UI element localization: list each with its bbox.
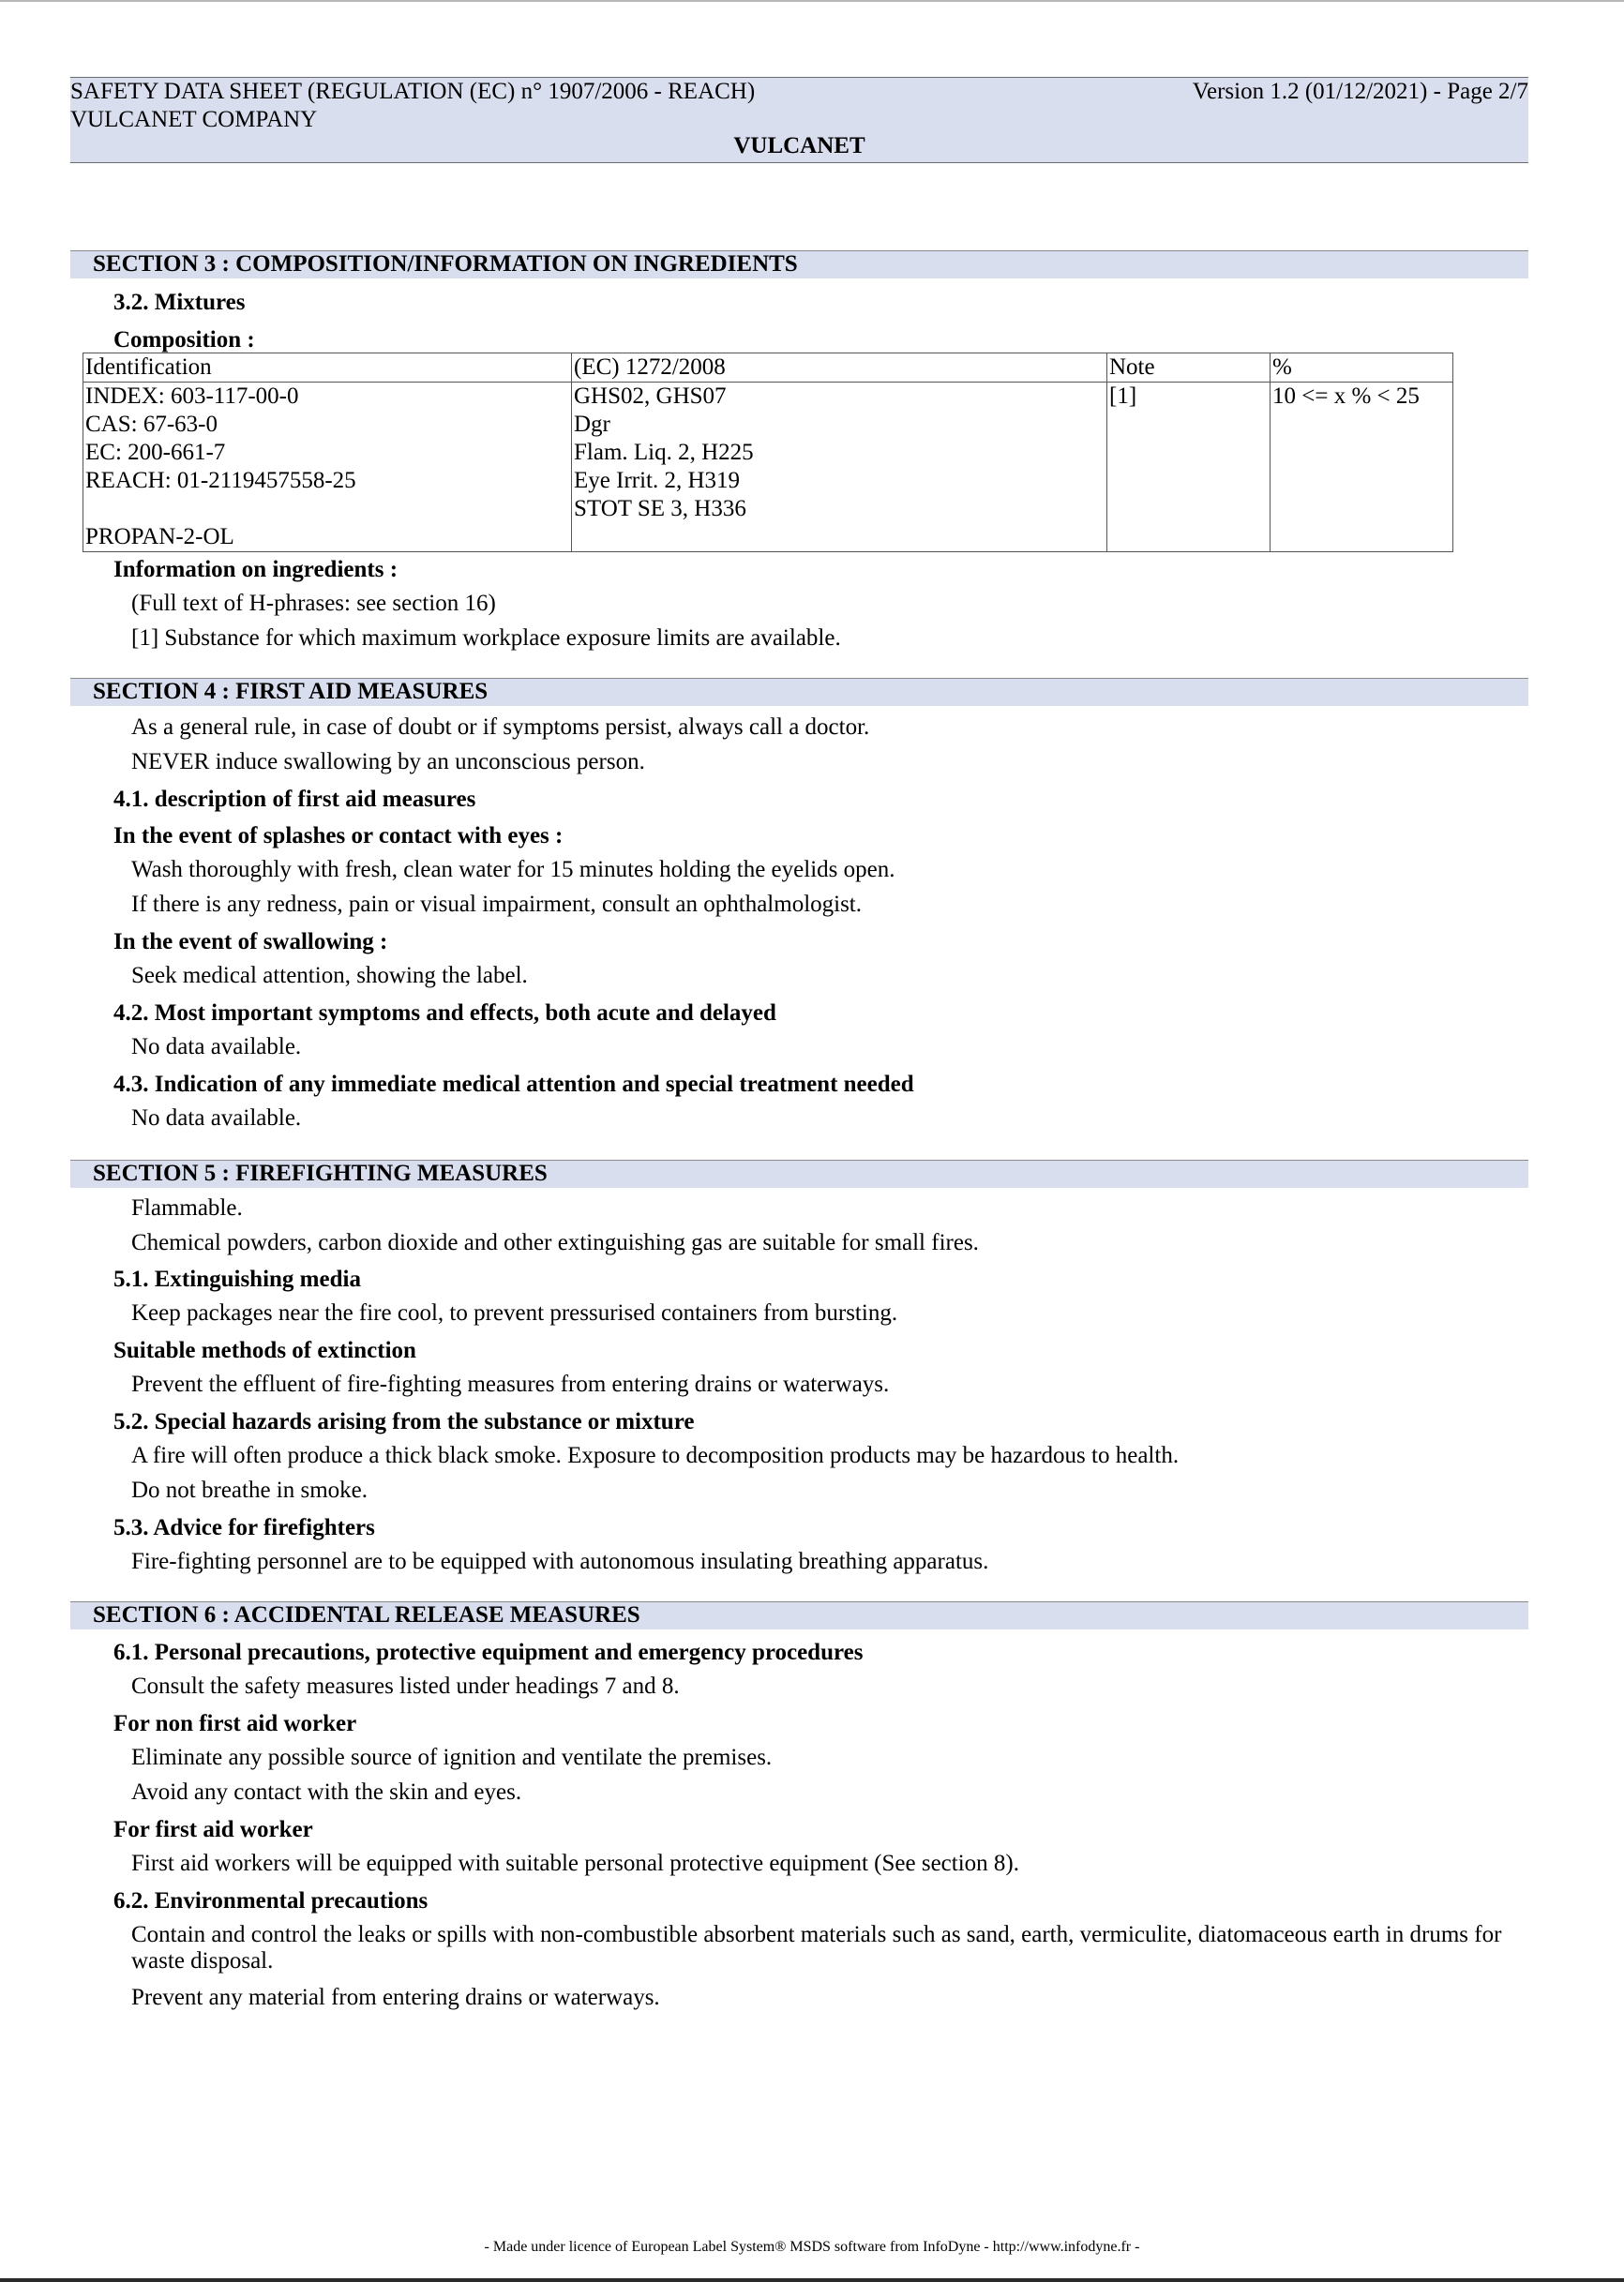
fire-text-1: Flammable. [131, 1195, 243, 1221]
heading-4-2-text: No data available. [131, 1034, 302, 1059]
section-3-heading: SECTION 3 : COMPOSITION/INFORMATION ON INGREDIENTS [70, 250, 1528, 278]
heading-5-2-text-1: A fire will often produce a thick black smoke. Exposure to decomposition products may be hazardous to health. [131, 1443, 1180, 1468]
heading-5-1: 5.1. Extinguishing media [113, 1267, 361, 1292]
heading-4-3-text: No data available. [131, 1105, 302, 1131]
header-identification: Identification [83, 353, 572, 383]
heading-6-2-text-2: Prevent any material from entering drains or waterways. [131, 1985, 660, 2010]
fire-text-2: Chemical powders, carbon dioxide and other extinguishing gas are suitable for small fires. [131, 1230, 979, 1255]
product-name: VULCANET [733, 133, 865, 158]
bottom-rule [0, 2278, 1624, 2282]
header-note: Note [1107, 353, 1271, 383]
section-5-heading: SECTION 5 : FIREFIGHTING MEASURES [70, 1160, 1528, 1188]
heading-6-2-text-1: Contain and control the leaks or spills with non-combustible absorbent materials such as sand, earth, vermiculite, diatomaceous earth in drums for waste disposal. [131, 1922, 1502, 1974]
footer-licence: - Made under licence of European Label System® MSDS software from InfoDyne - http://www.infodyne.fr - [484, 2239, 1140, 2255]
company-name: VULCANET COMPANY [70, 107, 318, 132]
heading-6-2: 6.2. Environmental precautions [113, 1888, 429, 1914]
first-aid-worker-heading: For first aid worker [113, 1817, 313, 1842]
composition-heading: Composition : [113, 327, 255, 353]
section-6-heading: SECTION 6 : ACCIDENTAL RELEASE MEASURES [70, 1601, 1528, 1629]
heading-5-2: 5.2. Special hazards arising from the substance or mixture [113, 1409, 695, 1434]
heading-5-2-text-2: Do not breathe in smoke. [131, 1478, 368, 1503]
eyes-text-2: If there is any redness, pain or visual impairment, consult an ophthalmologist. [131, 892, 863, 917]
heading-4-2: 4.2. Most important symptoms and effects, both acute and delayed [113, 1000, 776, 1026]
heading-4-1: 4.1. description of first aid measures [113, 787, 476, 812]
mixtures-heading: 3.2. Mixtures [113, 290, 246, 315]
suitable-methods-text: Prevent the effluent of fire-fighting measures from entering drains or waterways. [131, 1372, 890, 1397]
heading-5-3: 5.3. Advice for firefighters [113, 1515, 375, 1540]
non-first-aid-text-1: Eliminate any possible source of ignition and ventilate the premises. [131, 1745, 773, 1770]
table-row [83, 383, 1453, 552]
heading-6-1-text: Consult the safety measures listed under headings 7 and 8. [131, 1674, 680, 1699]
top-rule [0, 0, 1624, 2]
cell-identification: INDEX: 603-117-00-0 CAS: 67-63-0 EC: 200-661-7 REACH: 01-2119457558-25 PROPAN-2-OL [83, 383, 572, 552]
ingredients-info-2: [1] Substance for which maximum workplace exposure limits are available. [131, 625, 841, 651]
non-first-aid-text-2: Avoid any contact with the skin and eyes. [131, 1779, 522, 1805]
first-aid-worker-text: First aid workers will be equipped with suitable personal protective equipment (See section 8). [131, 1851, 1019, 1876]
heading-6-1: 6.1. Personal precautions, protective equipment and emergency procedures [113, 1640, 864, 1665]
header-percent: % [1271, 353, 1453, 383]
swallowing-heading: In the event of swallowing : [113, 929, 388, 954]
heading-5-3-text: Fire-fighting personnel are to be equipped with autonomous insulating breathing apparatus. [131, 1549, 989, 1574]
non-first-aid-heading: For non first aid worker [113, 1711, 357, 1736]
cell-percent: 10 <= x % < 25 [1271, 383, 1453, 552]
heading-4-3: 4.3. Indication of any immediate medical attention and special treatment needed [113, 1072, 914, 1097]
heading-5-1-text: Keep packages near the fire cool, to prevent pressurised containers from bursting. [131, 1300, 898, 1326]
document-header [70, 77, 1528, 163]
regulation-title: SAFETY DATA SHEET (REGULATION (EC) n° 1907/2006 - REACH) [70, 79, 756, 104]
cell-note: [1] [1107, 383, 1271, 552]
suitable-methods-heading: Suitable methods of extinction [113, 1338, 416, 1363]
first-aid-general-2: NEVER induce swallowing by an unconscious person. [131, 749, 645, 774]
ingredients-info-1: (Full text of H-phrases: see section 16) [131, 591, 496, 616]
header-left [70, 78, 755, 134]
version-page: Version 1.2 (01/12/2021) - Page 2/7 [1192, 79, 1528, 104]
section-4-heading: SECTION 4 : FIRST AID MEASURES [70, 678, 1528, 706]
header-classification: (EC) 1272/2008 [572, 353, 1107, 383]
eyes-text-1: Wash thoroughly with fresh, clean water for 15 minutes holding the eyelids open. [131, 857, 895, 882]
table-header-row [83, 353, 1453, 383]
composition-table [83, 353, 1453, 552]
swallowing-text: Seek medical attention, showing the label. [131, 963, 528, 988]
first-aid-general-1: As a general rule, in case of doubt or if symptoms persist, always call a doctor. [131, 714, 870, 740]
cell-classification: GHS02, GHS07 Dgr Flam. Liq. 2, H225 Eye Irrit. 2, H319 STOT SE 3, H336 [572, 383, 1107, 552]
eyes-heading: In the event of splashes or contact with eyes : [113, 823, 564, 848]
ingredients-info-heading: Information on ingredients : [113, 557, 398, 582]
